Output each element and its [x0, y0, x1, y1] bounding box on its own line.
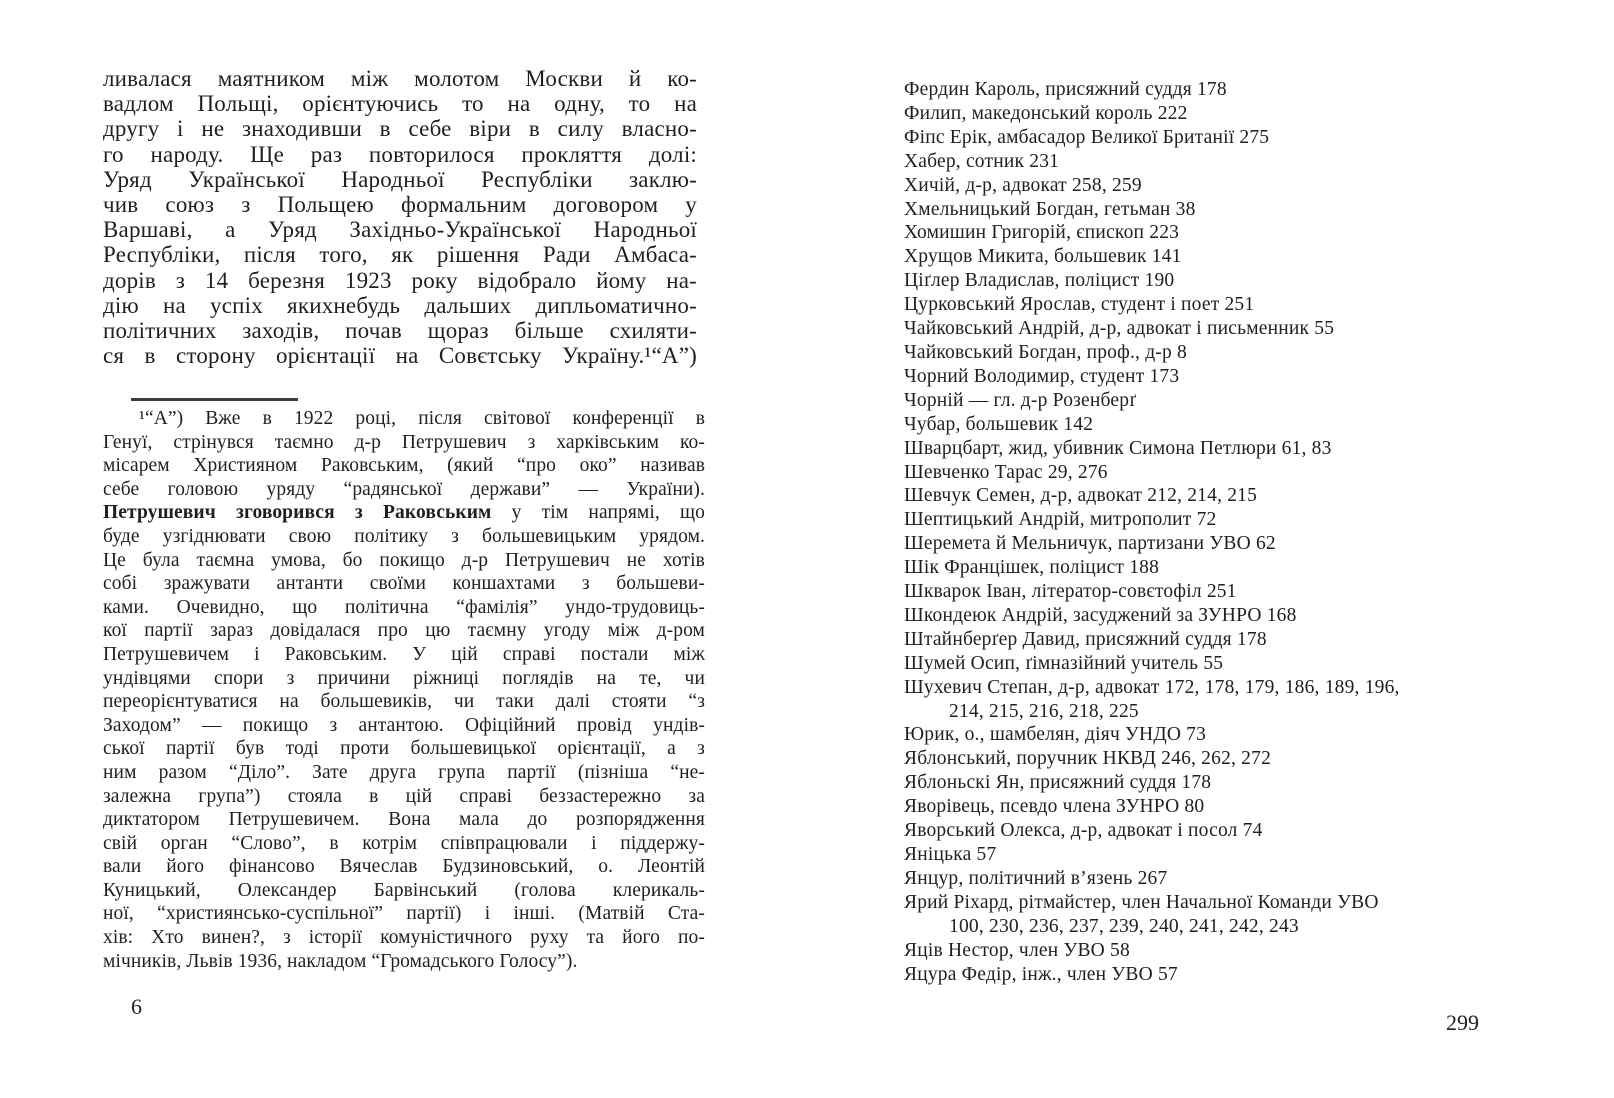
page-right	[807, 0, 1614, 1098]
footnote-line: мічників, Львів 1936, накладом “Громадського Голосу”).	[103, 950, 578, 972]
index-entry: Шумей Осип, ґімназійний учитель 55	[904, 652, 1224, 674]
page-number-left: 6	[131, 994, 142, 1019]
footnote-line: диктатором Петрушевичем. Вона мала до розпорядження	[103, 809, 705, 831]
index-entry: Шухевич Степан, д-р, адвокат 172, 178, 179, 186, 189, 196,	[904, 676, 1400, 698]
index-entry: Яблонський, поручник НКВД 246, 262, 272	[904, 748, 1272, 770]
index-entry: Яблоньскі Ян, присяжний суддя 178	[904, 772, 1212, 794]
index-entry: Хабер, сотник 231	[904, 150, 1060, 172]
page-number-right: 299	[1446, 1010, 1479, 1035]
footnote-line: буде узгіднювати свою політику з большевицьким урядом.	[103, 525, 705, 547]
index-entry: 100, 230, 236, 237, 239, 240, 241, 242, 243	[949, 915, 1299, 937]
footnote-line: Петрушевич зговорився з Раковським у тім напрямі, що	[103, 502, 705, 524]
index-entry: Шеремета й Мельничук, партизани УВО 62	[904, 533, 1276, 555]
index-entry: Ярий Ріхард, рітмайстер, член Начальної Команди УВО	[904, 891, 1379, 913]
body-text-line: Варшаві, а Уряд Західньо-Української Народньої	[103, 217, 697, 243]
footnote-line: залежна група”) стояла в цій справі беззастережно за	[103, 785, 705, 807]
index-entry: Яців Нестор, член УВО 58	[904, 939, 1130, 961]
index-entry: Чорній — гл. д-р Розенберґ	[904, 389, 1137, 411]
body-text-line: го народу. Ще раз повторилося прокляття долі:	[103, 141, 697, 167]
body-text-line: ся в сторону орієнтації на Совєтську Україну.¹“А”)	[103, 343, 697, 369]
index-entry: Яворський Олекса, д-р, адвокат і посол 74	[904, 820, 1263, 842]
footnote-line: Петрушевичем і Раковським. У цій справі постали між	[103, 643, 705, 665]
footnote-line: Це була таємна умова, бо покищо д-р Петрушевич не хотів	[103, 549, 705, 571]
index-entry: Шварцбарт, жид, убивник Симона Петлюри 61, 83	[904, 437, 1332, 459]
index-entry: Янцур, політичний в’язень 267	[904, 867, 1168, 889]
index-entry: Шевченко Тарас 29, 276	[904, 461, 1108, 483]
footnote-line: Генуї, стрінувся таємно д-р Петрушевич з харківським ко-	[103, 431, 705, 453]
body-text-line: ливалася маятником між молотом Москви й ко-	[103, 66, 697, 91]
footnote-line: ками. Очевидно, що політична “фамілія” ундо-трудовиць-	[103, 596, 705, 618]
footnote-line: переорієнтуватися на большевиків, чи таки далі стояти “з	[103, 691, 705, 713]
body-text-line: чив союз з Польщею формальним договором у	[103, 192, 697, 218]
body-text-line: другу і не знаходивши в себе віри в силу власно-	[103, 116, 697, 142]
index-entry: Хичій, д-р, адвокат 258, 259	[904, 174, 1142, 196]
index-entry: Шік Францішек, поліцист 188	[904, 557, 1160, 579]
footnote-line: ним разом “Діло”. Зате друга група партії (пізніша “не-	[103, 761, 705, 783]
footnote-line: ної, “християнсько-суспільної” партії) і інші. (Матвій Ста-	[103, 903, 705, 925]
footnote-line: ської партії був тоді проти большевицької орієнтації, а з	[103, 738, 705, 760]
index-entry: Яворівець, псевдо члена ЗУНРО 80	[904, 796, 1205, 818]
index-entry: Юрик, о., шамбелян, діяч УНДО 73	[904, 724, 1207, 746]
index-entry: Фердин Кароль, присяжний суддя 178	[904, 79, 1227, 100]
index-entry: Яцура Федір, інж., член УВО 57	[904, 963, 1178, 985]
index-entry: Штайнберґер Давид, присяжний суддя 178	[904, 628, 1267, 650]
index-entry: Шкварок Іван, літератор-совєтофіл 251	[904, 581, 1237, 603]
index-entry: Хмельницький Богдан, гетьман 38	[904, 198, 1196, 220]
index-entry: Шептицький Андрій, митрополит 72	[904, 509, 1217, 531]
index-entry: Чубар, большевик 142	[904, 413, 1094, 435]
footnote-separator-rule	[131, 398, 298, 401]
index-entry: Чорний Володимир, студент 173	[904, 365, 1180, 387]
index-entry: Шкондеюк Андрій, засуджений за ЗУНРО 168	[904, 604, 1297, 626]
body-text-line: Республіки, після того, як рішення Ради Амбаса-	[103, 242, 697, 268]
body-text-line: політичних заходів, почав щораз більше схиляти-	[103, 318, 697, 344]
footnote-block	[103, 407, 705, 973]
index-entry: 214, 215, 216, 218, 225	[949, 700, 1139, 722]
footnote-line: себе головою уряду “радянської держави” — України).	[103, 478, 705, 500]
index-entry: Яніцька 57	[904, 844, 997, 865]
footnote-line: ¹“А”) Вже в 1922 році, після світової конференції в	[139, 408, 705, 429]
body-paragraph	[103, 66, 697, 368]
body-text-line: дію на успіх якихнебудь дальших дипльоматично-	[103, 292, 697, 318]
index-entry: Ціґлер Владислав, поліцист 190	[904, 270, 1175, 292]
footnote-line: ундівцями спори з причини ріжниці поглядів на те, чи	[103, 667, 705, 689]
index-entry: Цурковський Ярослав, студент і поет 251	[904, 294, 1255, 316]
index-entry: Чайковський Андрій, д-р, адвокат і письменник 55	[904, 318, 1335, 340]
body-text-line: Уряд Української Народньої Республіки заклю-	[103, 166, 697, 192]
footnote-line: свій орган “Слово”, в котрім співпрацювали і піддержу-	[103, 832, 705, 854]
index-entry: Шевчук Семен, д-р, адвокат 212, 214, 215	[904, 485, 1258, 507]
index-entry: Филип, македонський король 222	[904, 102, 1188, 124]
footnote-line: вали його фінансово Вячеслав Будзиновський, о. Леонтій	[103, 856, 705, 878]
body-text-line: дорів з 14 березня 1923 року відобрало йому на-	[103, 267, 697, 293]
index-entry: Хрущов Микита, большевик 141	[904, 246, 1182, 268]
footnote-line: місарем Християном Раковським, (який “про око” називав	[103, 455, 705, 477]
index-entry: Хомишин Григорій, єпископ 223	[904, 222, 1180, 244]
name-index-list	[904, 78, 1504, 986]
body-text-line: вадлом Польщі, орієнтуючись то на одну, то на	[103, 91, 697, 117]
footnote-line: кої партії зараз довідалася про цю таємну угоду між д-ром	[103, 620, 705, 642]
footnote-line: собі зражувати антанти своїми коншахтами з большеви-	[103, 573, 705, 595]
index-entry: Фіпс Ерік, амбасадор Великої Британії 275	[904, 126, 1270, 148]
footnote-line: Куницький, Олександер Барвінський (голова клерикаль-	[103, 879, 705, 901]
footnote-line: Заходом” — покищо з антантою. Офіційний провід ундів-	[103, 714, 705, 736]
footnote-line: хів: Хто винен?, з історії комуністичного руху та його по-	[103, 927, 705, 949]
index-entry: Чайковський Богдан, проф., д-р 8	[904, 341, 1187, 363]
